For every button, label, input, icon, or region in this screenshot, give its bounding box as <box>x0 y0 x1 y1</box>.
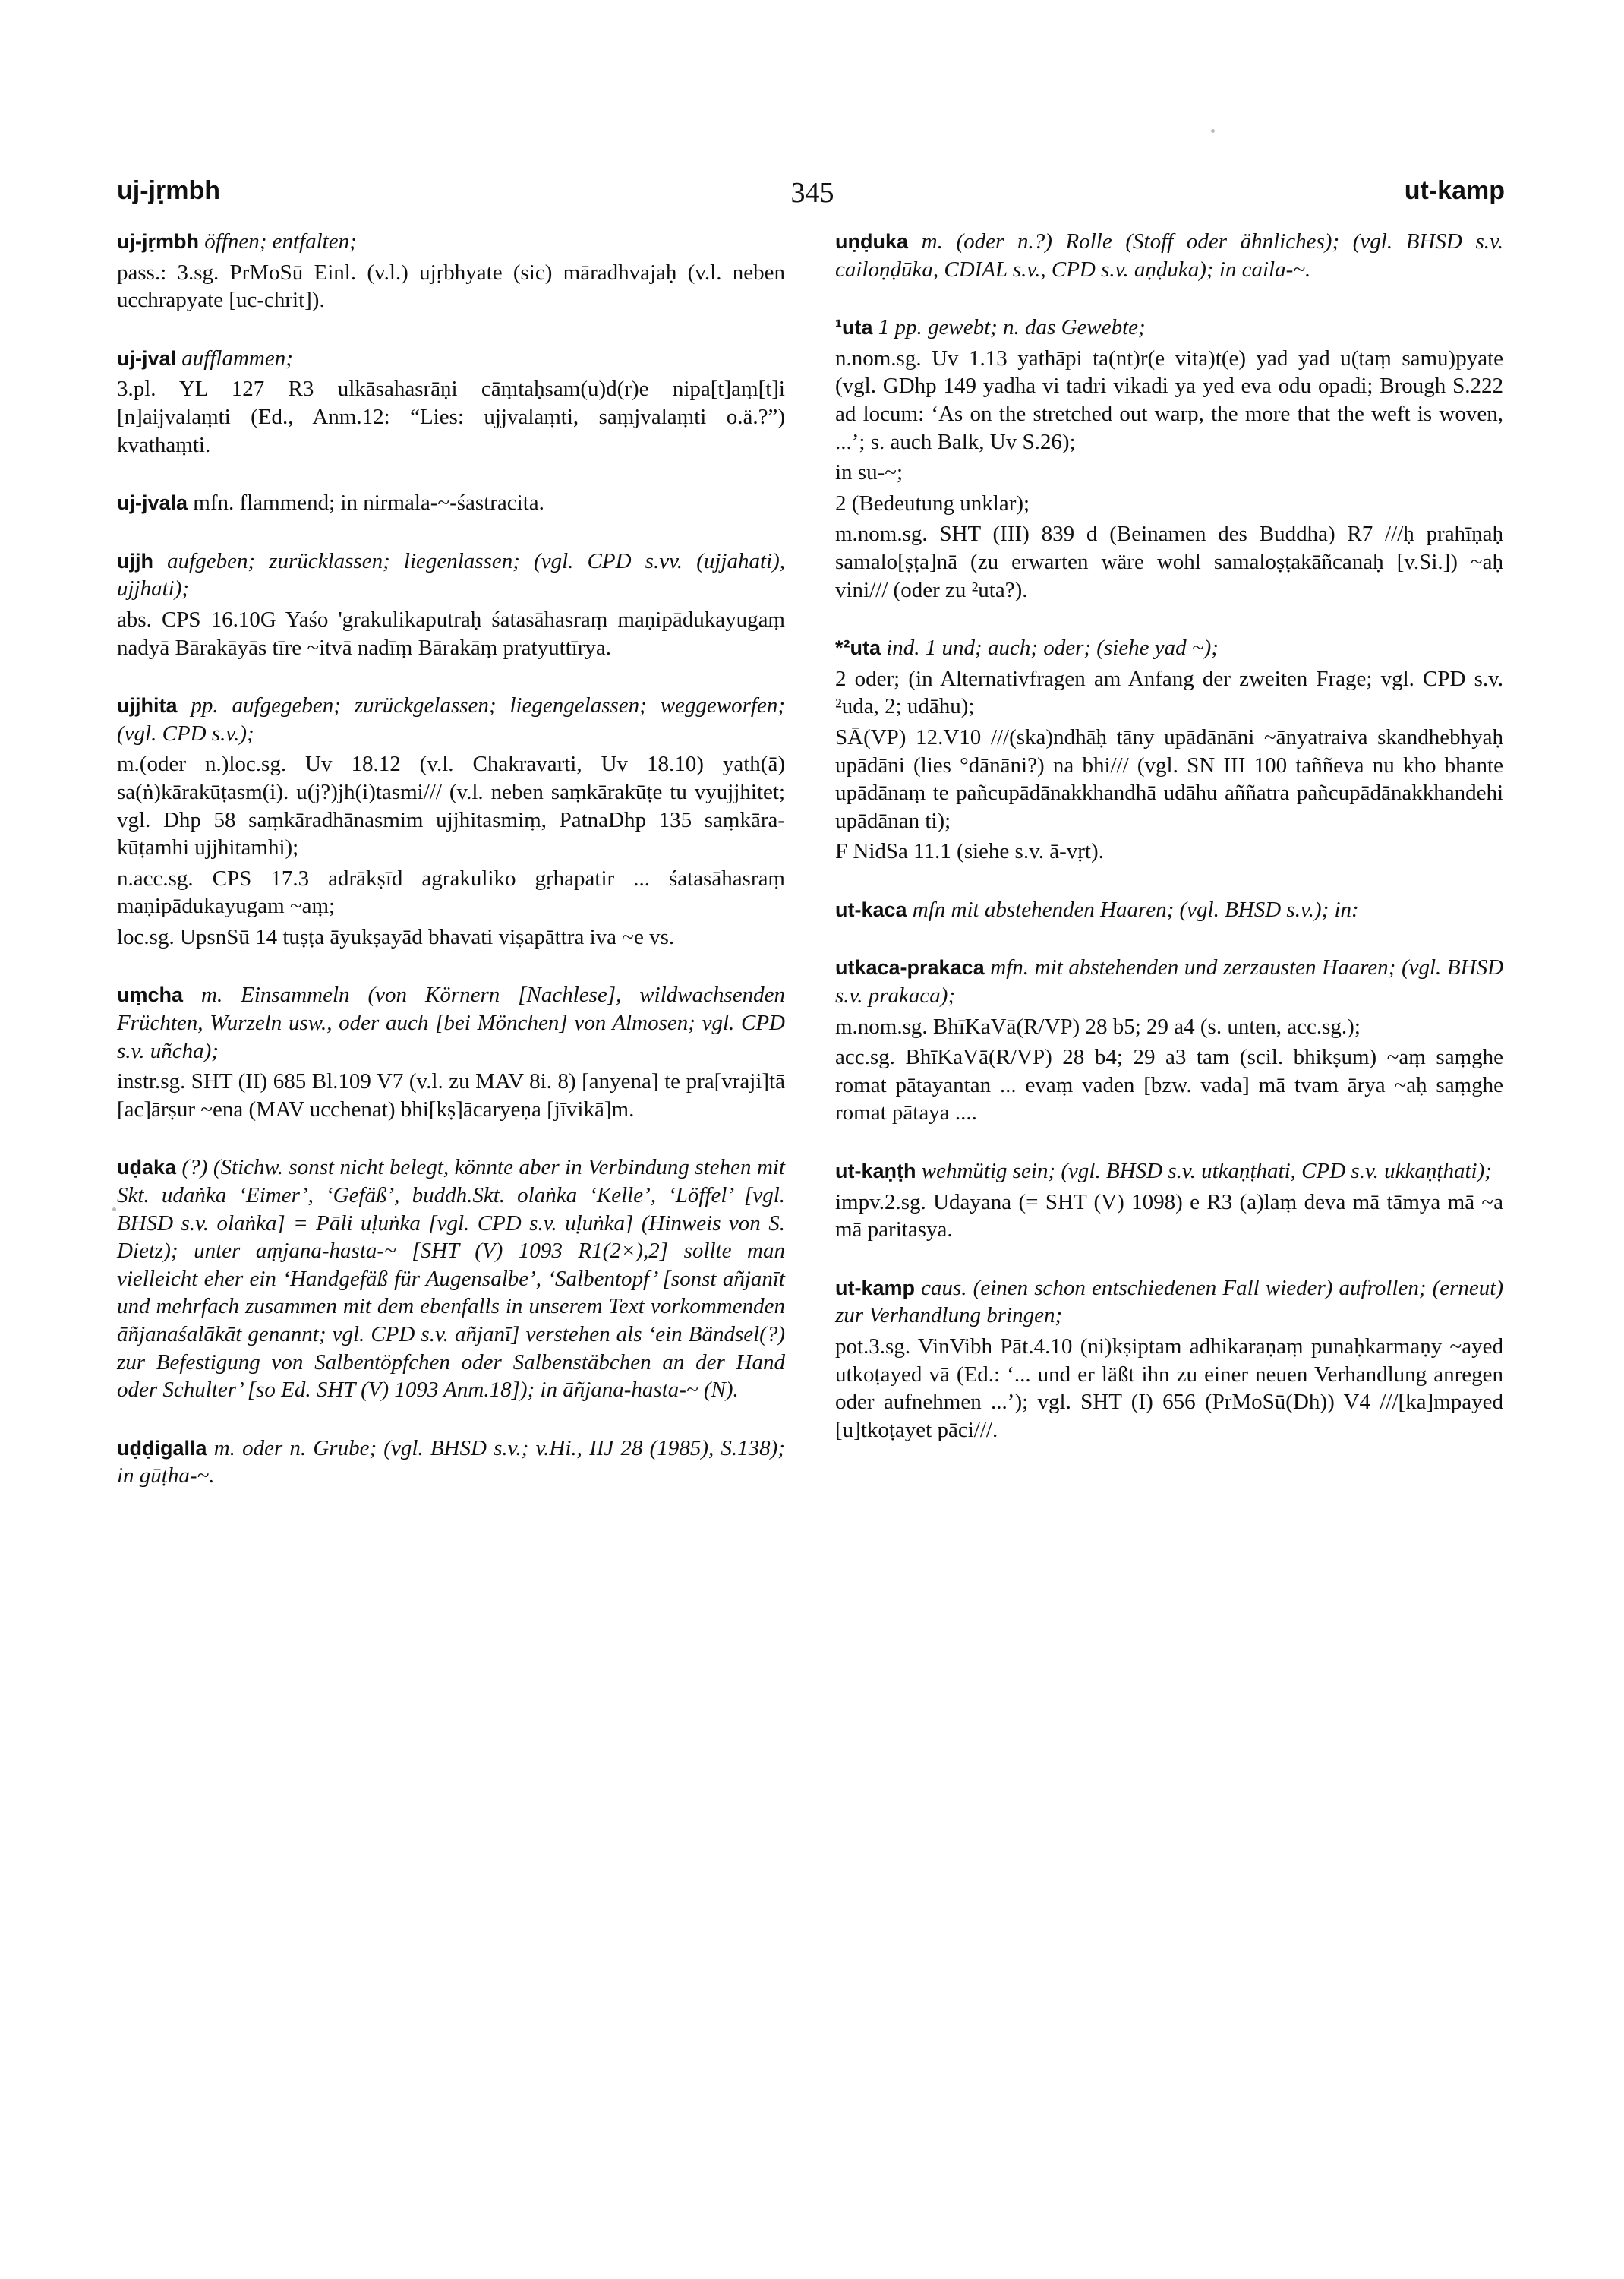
entry-headword: *²uta <box>835 636 881 660</box>
entry-definition: mfn. mit abstehenden und zerzausten Haaren; (vgl. BHSD s.v. prakaca); <box>835 955 1504 1009</box>
scan-speck <box>112 1207 116 1211</box>
entry-citation: pot.3.sg. VinVibh Pāt.4.10 (ni)kṣiptam adhikaraṇaṃ punaḥkarmaṇy ~ayed utkoṭayed vā (Ed.: ‘... und er läßt ihn zu einer neuen Verhandlung anregen oder aufnehmen ...’); vgl. SHT (I) 656 (PrMoSū(Dh)) V4 ///[ka]mpayed [u]tkoṭayet pāci///. <box>835 1334 1503 1442</box>
entry <box>835 314 1503 604</box>
entry <box>117 228 785 314</box>
entry-citation: m.nom.sg. BhīKaVā(R/VP) 28 b5; 29 a4 (s. unten, acc.sg.); <box>835 1014 1361 1039</box>
entry-citation: m.nom.sg. SHT (III) 839 d (Beinamen des Buddha) R7 ///ḥ prahīṇaḥ samalo[ṣṭa]nā (zu erwarten wäre wohl samaloṣṭakāñcanaḥ [v.Si.]) ~aḥ vini/// (oder zu ²uta?). <box>835 522 1503 602</box>
entry-definition: wehmütig sein; (vgl. BHSD s.v. utkaṇṭhati, CPD s.v. ukkaṇṭhati); <box>921 1159 1492 1184</box>
entry-headword: utkaca-prakaca <box>835 956 985 980</box>
scan-speck <box>1211 129 1215 133</box>
entry <box>117 345 785 459</box>
entry <box>835 896 1503 924</box>
entry-definition: öffnen; entfalten; <box>204 229 357 254</box>
entry-definition: m. (oder n.?) Rolle (Stoff oder ähnliches); (vgl. BHSD s.v. cailoṇḍūka, CDIAL s.v., CPD s.v. aṇḍuka); in caila-~. <box>835 229 1504 282</box>
entry <box>117 1435 785 1490</box>
entry <box>835 634 1503 866</box>
entry-headword: ut-kaca <box>835 898 907 921</box>
entry-definition: mfn mit abstehenden Haaren; (vgl. BHSD s.v.); in: <box>912 897 1359 922</box>
entry-headword: ujjhita <box>117 694 178 718</box>
entry-definition: aufflammen; <box>181 346 293 371</box>
entry-citation: SĀ(VP) 12.V10 ///(ska)ndhāḥ tāny upādānāni ~ānyatraiva skandhebhyaḥ upādāni (lies °dānāni?) na bhi/// (vgl. SN III 100 taññeva nu kho bhante upādānaṃ te pañcupādānakkhandhā udāhu aññatra pañcupādānakkhandehi upādānan ti); <box>835 724 1503 833</box>
entry-headword: uj-jval <box>117 346 177 370</box>
entry-headword: uj-jṛmbh <box>117 230 199 253</box>
entry-definition: (?) (Stichw. sonst nicht belegt, könnte aber in Verbindung stehen mit Skt. udaṅka ‘Eimer’, ‘Gefäß’, buddh.Skt. olaṅka ‘Kelle’, ‘Löffel’ [vgl. BHSD s.v. olaṅka] = Pāli uḷuṅka [vgl. CPD s.v. uḷuṅka] (Hinweis von S. Dietz); unter aṃjana-hasta-~ [SHT (V) 1093 R1(2×),2] sollte man vielleicht eher ein ‘Handgefäß für Augensalbe’, ‘Salbentopf’ [sonst añjanīt und mehrfach zusammen mit dem ebenfalls in unserem Text vorkommenden āñjanaśalākāt genannt; vgl. CPD s.v. añjanī] verstehen als ‘ein Bändsel(?) zur Befestigung von Salbentöpfchen oder Salbenstäbchen an der Hand oder Schulter’ [so Ed. SHT (V) 1093 Anm.18]); in āñjana-hasta-~ (N). <box>117 1155 785 1403</box>
entry-citation: 2 (Bedeutung unklar); <box>835 491 1030 516</box>
entry-definition: m. Einsammeln (von Körnern [Nachlese], wildwachsenden Früchten, Wurzeln usw., oder auch [bei Mönchen] von Almosen; vgl. CPD s.v. uñcha); <box>117 983 786 1063</box>
entry-headword: uṃcha <box>117 983 184 1007</box>
entry-headword: uṇḍuka <box>835 230 909 253</box>
entry-citation: instr.sg. SHT (II) 685 Bl.109 V7 (v.l. zu MAV 8i. 8) [anyena] te pra[vraji]tā [ac]ārṣur ~ena (MAV ucchenat) bhi[kṣ]ācaryeṇa [jīvikā]m. <box>117 1069 785 1122</box>
entry-headword: uḍaka <box>117 1156 177 1179</box>
running-head-left: uj-jṛmbh <box>117 176 220 205</box>
entry-headword: ¹uta <box>835 316 873 339</box>
entry <box>117 548 785 661</box>
entry <box>117 1154 785 1403</box>
entry <box>835 1274 1503 1444</box>
left-column <box>117 228 785 1520</box>
running-head-right: ut-kamp <box>1404 176 1505 205</box>
entry-citation: in su-~; <box>835 460 903 485</box>
page-number: 345 <box>790 177 834 209</box>
entry-citation: loc.sg. UpsnSū 14 tuṣṭa āyukṣayād bhavati viṣapāttra iva ~e vs. <box>117 924 675 949</box>
entry-definition: mfn. flammend; in nirmala-~-śastracita. <box>193 491 544 516</box>
entry-definition: aufgeben; zurücklassen; liegenlassen; (vgl. CPD s.vv. (ujjahati), ujjhati); <box>117 548 786 601</box>
entry-definition: m. oder n. Grube; (vgl. BHSD s.v.; v.Hi., IIJ 28 (1985), S.138); in gūṭha-~. <box>117 1435 785 1488</box>
entry-definition: pp. aufgegeben; zurückgelassen; liegengelassen; weggeworfen; (vgl. CPD s.v.); <box>117 693 786 746</box>
entry <box>117 489 785 517</box>
entry-citation: abs. CPS 16.10G Yaśo 'grakulikaputraḥ śatasāhasraṃ maṇipādukayugaṃ nadyā Bārakāyās tīre ~itvā nadīṃ Bārakāṃ pratyuttīrya. <box>117 607 785 660</box>
entry-citation: acc.sg. BhīKaVā(R/VP) 28 b4; 29 a3 tam (scil. bhikṣum) ~aṃ saṃghe romat pātayantan ... evaṃ vaden [bzw. vada] mā tvam ārya ~aḥ saṃghe romat pātaya .... <box>835 1045 1503 1125</box>
entry-headword: ut-kamp <box>835 1276 916 1299</box>
entry-citation: 3.pl. YL 127 R3 ulkāsahasrāṇi cāṃtaḥsam(u)d(r)e nipa[t]aṃ[t]i [n]aijvalaṃti (Ed., Anm.12: “Lies: ujjvalaṃti, saṃjvalaṃti o.ä.?”) kvathaṃti. <box>117 377 785 457</box>
entry-citation: impv.2.sg. Udayana (= SHT (V) 1098) e R3 (a)laṃ deva mā tāmya mā ~a mā paritasya. <box>835 1189 1503 1242</box>
entry-definition: ind. 1 und; auch; oder; (siehe yad ~); <box>886 636 1219 661</box>
entry <box>117 981 785 1123</box>
entry-headword: ujjh <box>117 549 153 573</box>
entry-headword: ut-kaṇṭh <box>835 1160 916 1183</box>
entry-citation: 2 oder; (in Alternativfragen am Anfang der zweiten Frage; vgl. CPD s.v. ²uda, 2; udāhu); <box>835 666 1503 719</box>
entry <box>835 954 1503 1127</box>
entry-definition: caus. (einen schon entschiedenen Fall wieder) aufrollen; (erneut) zur Verhandlung bringen; <box>835 1275 1503 1328</box>
entry <box>117 692 785 951</box>
entry-citation: F NidSa 11.1 (siehe s.v. ā-vṛt). <box>835 839 1104 864</box>
entry-headword: uj-jvala <box>117 491 188 515</box>
right-column <box>835 228 1503 1474</box>
entry-headword: uḍḍigalla <box>117 1436 207 1460</box>
entry-citation: pass.: 3.sg. PrMoSū Einl. (v.l.) ujṛbhyate (sic) māradhvajaḥ (v.l. neben ucchrapyate [uc-chrit]). <box>117 260 785 313</box>
entry-definition: 1 pp. gewebt; n. das Gewebte; <box>878 315 1146 340</box>
entry <box>835 228 1503 283</box>
entry <box>835 1157 1503 1244</box>
entry-citation: m.(oder n.)loc.sg. Uv 18.12 (v.l. Chakravarti, Uv 18.10) yath(ā) sa(ṅ)kārakūṭasm(i). u(j?)jh(i)tasmi/// (v.l. neben saṃkārakūṭe tu vyujjhitet; vgl. Dhp 58 saṃkāradhānasmim ujjhitasmiṃ, PatnaDhp 135 saṃkāra-kūṭamhi ujjhitamhi); <box>117 752 785 860</box>
entry-citation: n.acc.sg. CPS 17.3 adrākṣīd agrakuliko gṛhapatir ... śatasāhasraṃ maṇipādukayugam ~aṃ; <box>117 866 785 919</box>
entry-citation: n.nom.sg. Uv 1.13 yathāpi ta(nt)r(e vita)t(e) yad yad u(taṃ samu)pyate (vgl. GDhp 149 yadha vi tadri vikadi ya yed eva odu opadi; Brough S.222 ad locum: ‘As on the stretched out warp, the more that the weft is woven, ...’; s. auch Balk, Uv S.26); <box>835 346 1503 454</box>
